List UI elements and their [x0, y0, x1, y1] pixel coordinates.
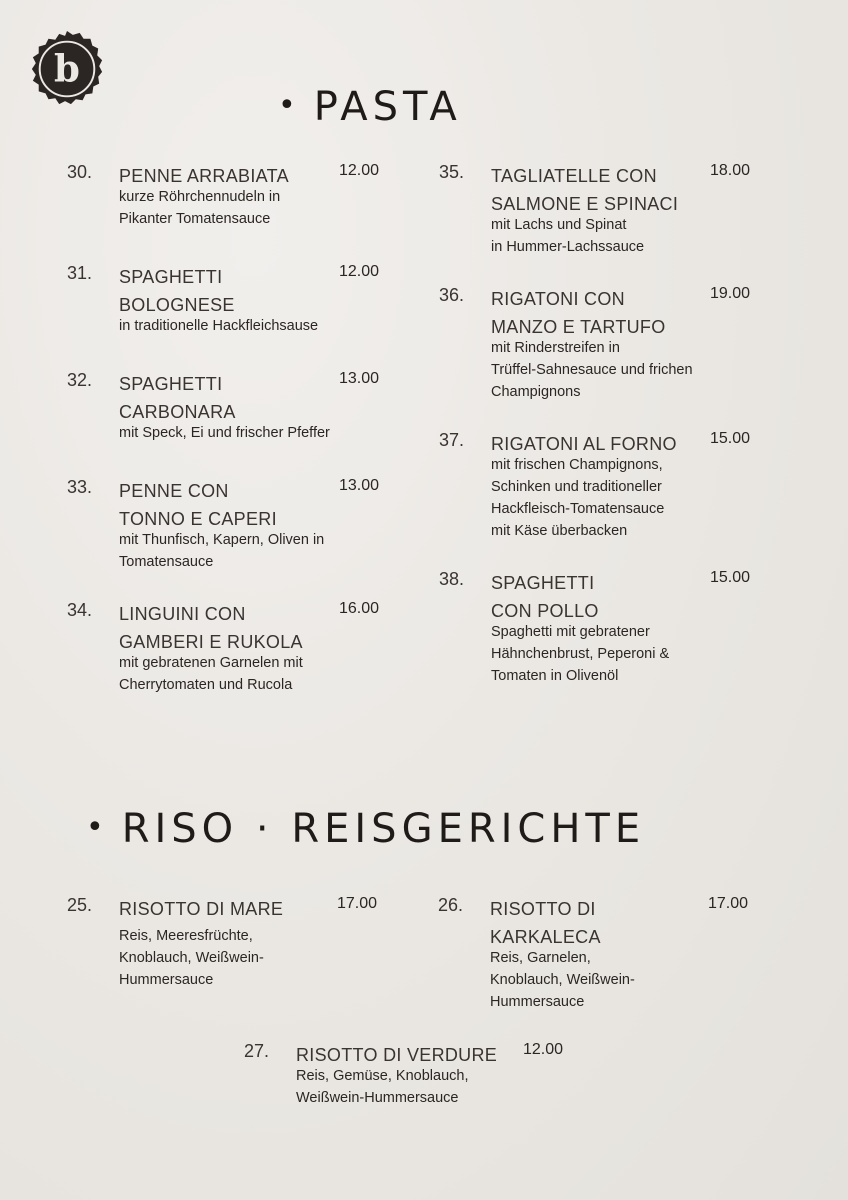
item-number: 35. — [439, 162, 465, 182]
item-name: PENNE CON TONNO E CAPERI — [119, 481, 277, 529]
item-price: 17.00 — [708, 895, 749, 912]
item-name: RIGATONI AL FORNO — [491, 434, 677, 454]
item-name: SPAGHETTI BOLOGNESE — [119, 267, 235, 315]
item-price: 13.00 — [339, 477, 380, 494]
item-description: Reis, Gemüse, Knoblauch, Weißwein-Hummersauce — [296, 1068, 469, 1106]
item-number: 33. — [67, 477, 93, 497]
item-price: 12.00 — [523, 1041, 564, 1058]
item-name: LINGUINI CON GAMBERI E RUKOLA — [119, 604, 303, 652]
item-price: 15.00 — [710, 569, 751, 586]
item-number: 37. — [439, 430, 465, 450]
item-description: Reis, Meeresfrüchte, Knoblauch, Weißwein- Hummersauce — [119, 928, 264, 988]
section-title-text: RISO · REISGERICHTE — [121, 806, 646, 852]
item-price: 17.00 — [337, 895, 378, 912]
logo-letter: b — [54, 46, 80, 91]
section-title-riso — [86, 806, 645, 852]
item-number: 36. — [439, 285, 465, 305]
item-description: kurze Röhrchennudeln in Pikanter Tomatensauce — [119, 189, 281, 227]
item-price: 12.00 — [339, 263, 380, 280]
item-price: 15.00 — [710, 430, 751, 447]
item-number: 25. — [67, 895, 93, 915]
item-name: RISOTTO DI MARE — [119, 899, 284, 919]
item-name: PENNE ARRABIATA — [119, 166, 289, 186]
section-title-text: PASTA — [313, 84, 462, 130]
item-number: 30. — [67, 162, 93, 182]
item-description: in traditionelle Hackfleichsause — [119, 318, 319, 334]
item-number: 27. — [244, 1041, 270, 1061]
item-price: 16.00 — [339, 600, 380, 617]
item-description: mit Lachs und Spinat in Hummer-Lachssauce — [491, 217, 645, 255]
item-name: RISOTTO DI KARKALECA — [490, 899, 601, 947]
item-number: 26. — [438, 895, 464, 915]
item-name: RIGATONI CON MANZO E TARTUFO — [491, 289, 666, 337]
item-name: SPAGHETTI CON POLLO — [491, 573, 599, 621]
item-price: 18.00 — [710, 162, 751, 179]
item-description: mit gebratenen Garnelen mit Cherrytomaten und Rucola — [119, 655, 303, 693]
restaurant-logo — [28, 30, 106, 108]
item-number: 34. — [67, 600, 93, 620]
item-description: mit Thunfisch, Kapern, Oliven in Tomatensauce — [119, 532, 325, 570]
item-description: mit Speck, Ei und frischer Pfeffer — [119, 425, 330, 441]
item-number: 31. — [67, 263, 93, 283]
bullet-dot: • — [86, 809, 104, 845]
item-description: Spaghetti mit gebratener Hähnchenbrust, Peperoni & Tomaten in Olivenöl — [491, 624, 670, 684]
item-price: 19.00 — [710, 285, 751, 302]
item-number: 38. — [439, 569, 465, 589]
item-description: mit frischen Champignons, Schinken und traditioneller Hackfleisch-Tomatensauce mit Käse überbacken — [491, 457, 665, 539]
section-title-pasta — [278, 84, 462, 130]
item-name: SPAGHETTI CARBONARA — [119, 374, 236, 422]
item-price: 12.00 — [339, 162, 380, 179]
bullet-dot: • — [278, 87, 296, 123]
item-description: mit Rinderstreifen in Trüffel-Sahnesauce und frichen Champignons — [491, 340, 693, 400]
item-name: RISOTTO DI VERDURE — [296, 1045, 498, 1065]
item-description: Reis, Garnelen, Knoblauch, Weißwein- Hummersauce — [490, 950, 635, 1010]
item-number: 32. — [67, 370, 93, 390]
item-name: TAGLIATELLE CON SALMONE E SPINACI — [491, 166, 679, 214]
item-price: 13.00 — [339, 370, 380, 387]
